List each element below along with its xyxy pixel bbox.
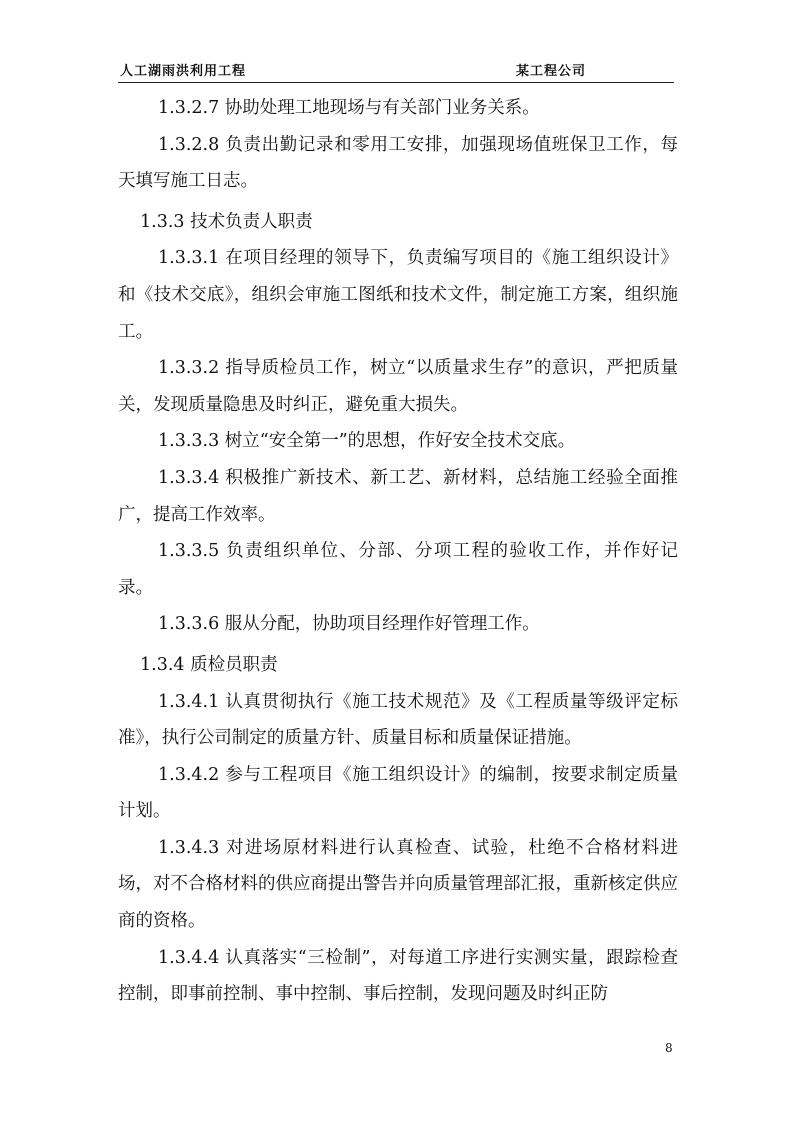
header-company-name: 某工程公司 (516, 64, 587, 79)
document-body (118, 90, 678, 1013)
paragraph: 1.3.3.5 负责组织单位、分部、分项工程的验收工作，并作好记录。 (118, 541, 678, 598)
paragraph: 1.3.4.1 认真贯彻执行《施工技术规范》及《工程质量等级评定标准》，执行公司制定的质量方针、质量目标和质量保证措施。 (118, 691, 678, 749)
paragraph: 1.3.3.3 树立“安全第一”的思想，作好安全技术交底。 (158, 431, 576, 452)
section-heading: 1.3.4 质检员职责 (140, 654, 278, 675)
paragraph: 1.3.3.4 积极推广新技术、新工艺、新材料，总结施工经验全面推广，提高工作效率。 (118, 467, 678, 525)
paragraph: 1.3.3.6 服从分配，协助项目经理作好管理工作。 (158, 614, 540, 635)
paragraph: 1.3.2.8 负责出勤记录和零用工安排，加强现场值班保卫工作，每天填写施工日志。 (118, 134, 678, 192)
paragraph: 1.3.4.2 参与工程项目《施工组织设计》的编制，按要求制定质量计划。 (118, 764, 678, 822)
paragraph: 1.3.2.7 协助处理工地现场与有关部门业务关系。 (158, 98, 540, 118)
paragraph: 1.3.3.1 在项目经理的领导下，负责编写项目的《施工组织设计》和《技术交底》，组织会审施工图纸和技术文件，制定施工方案，组织施工。 (118, 248, 678, 342)
header-project-title: 人工湖雨洪利用工程 (120, 64, 247, 79)
paragraph: 1.3.4.4 认真落实“三检制”，对每道工序进行实测实量，跟踪检查控制，即事前控制、事中控制、事后控制，发现问题及时纠正防 (118, 947, 678, 1005)
page-number: 8 (665, 1041, 673, 1055)
paragraph: 1.3.4.3 对进场原材料进行认真检查、试验，杜绝不合格材料进场，对不合格材料的供应商提出警告并向质量管理部汇报，重新核定供应商的资格。 (118, 837, 678, 932)
paragraph: 1.3.3.2 指导质检员工作，树立“以质量求生存”的意识，严把质量关，发现质量隐患及时纠正，避免重大损失。 (118, 358, 678, 415)
page-header (118, 56, 674, 83)
section-heading: 1.3.3 技术负责人职责 (140, 211, 313, 232)
